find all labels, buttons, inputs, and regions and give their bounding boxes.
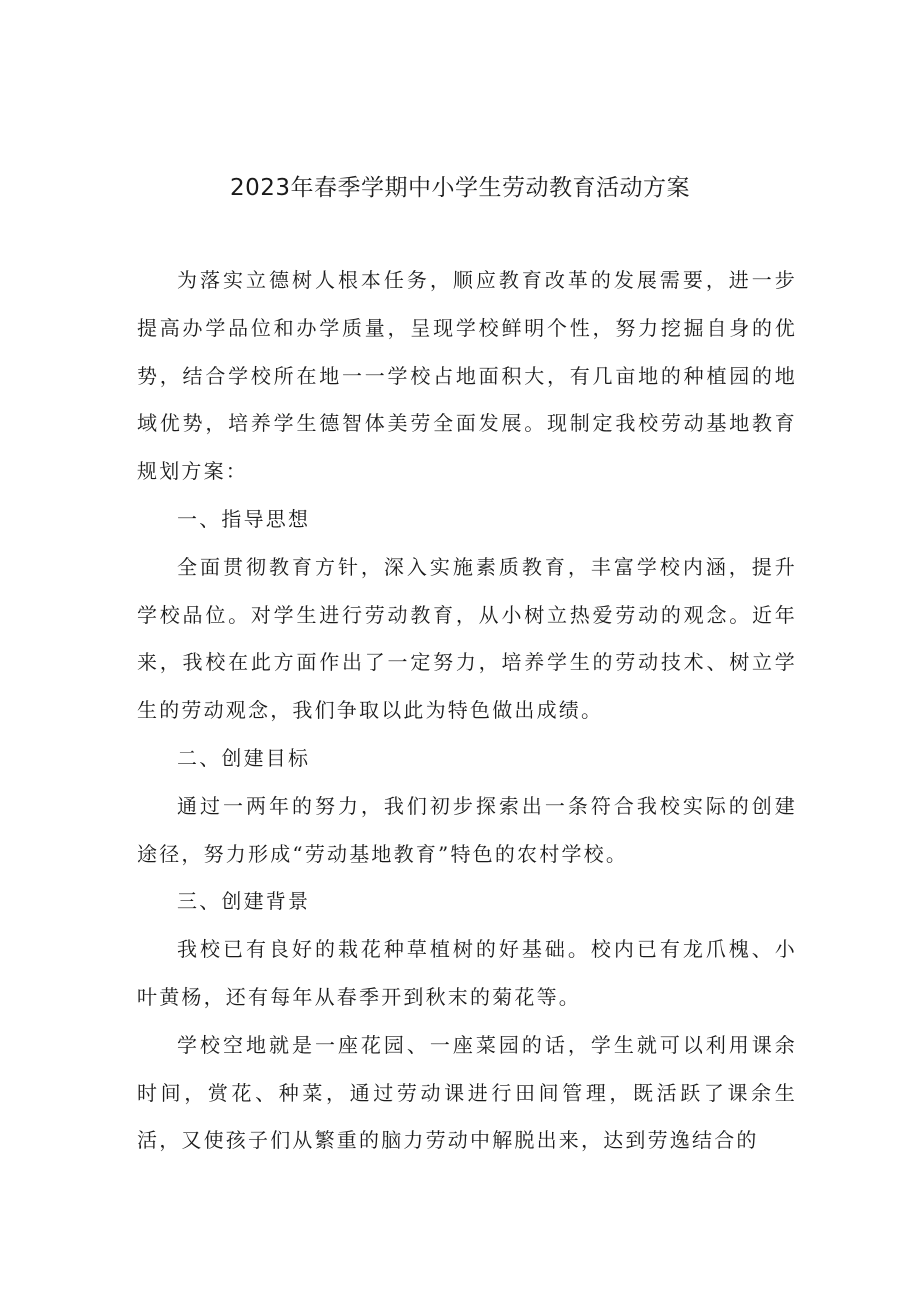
guiding-ideology-paragraph: 全面贯彻教育方针，深入实施素质教育，丰富学校内涵，提升学校品位。对学生进行劳动教育，从小树立热爱劳动的观念。近年来，我校在此方面作出了一定努力，培养学生的劳动技术、树立学生的劳动观念，我们争取以此为特色做出成绩。 xyxy=(137,554,797,723)
intro-paragraph: 为落实立德树人根本任务，顺应教育改革的发展需要，进一步提高办学品位和办学质量，呈现学校鲜明个性，努力挖掘自身的优势，结合学校所在地一一学校占地面积大，有几亩地的种植园的地域优势，培养学生德智体美劳全面发展。现制定我校劳动基地教育规划方案： xyxy=(137,268,797,484)
section-heading-guiding-ideology: 一、指导思想 xyxy=(177,506,311,531)
goals-paragraph: 通过一两年的努力，我们初步探索出一条符合我校实际的创建途径，努力形成“劳动基地教育”特色的农村学校。 xyxy=(137,793,797,866)
background-paragraph-1: 我校已有良好的栽花种草植树的好基础。校内已有龙爪槐、小叶黄杨，还有每年从春季开到秋末的菊花等。 xyxy=(137,937,797,1009)
background-paragraph-2: 学校空地就是一座花园、一座菜园的话，学生就可以利用课余时间，赏花、种菜，通过劳动课进行田间管理，既活跃了课余生活，又使孩子们从繁重的脑力劳动中解脱出来，达到劳逸结合的 xyxy=(137,1032,797,1153)
document-title: 2023年春季学期中小学生劳动教育活动方案 xyxy=(229,175,691,201)
document-body xyxy=(137,257,797,1165)
section-heading-goals: 二、创建目标 xyxy=(177,745,311,770)
section-heading-background: 三、创建背景 xyxy=(177,889,311,914)
